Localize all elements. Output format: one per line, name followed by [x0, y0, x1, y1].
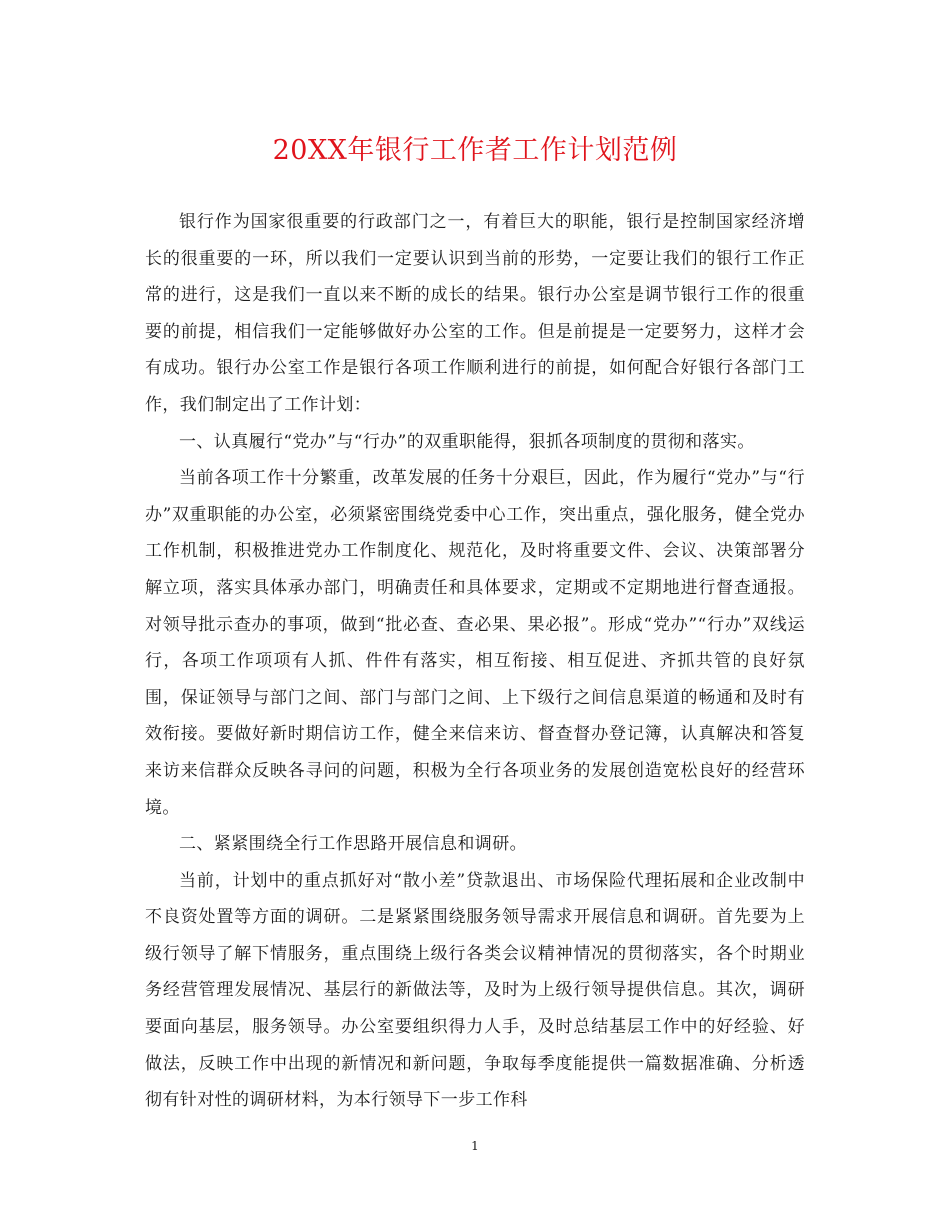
- paragraph-heading-2: 二、紧紧围绕全行工作思路开展信息和调研。: [179, 834, 527, 855]
- paragraph-section-1: 当前各项工作十分繁重，改革发展的任务十分艰巨，因此，作为履行“党办”与“行办”双重职能的办公室，必须紧密围绕党委中心工作，突出重点，强化服务，健全党办工作机制，积极推进党办工作制度化、规范化，及时将重要文件、会议、决策部署分解立项，落实具体承办部门，明确责任和具体要求，定期或不定期地进行督查通报。对领导批示查办的事项，做到“批必查、查必果、果必报”。形成“党办”“行办”双线运行，各项工作项项有人抓、件件有落实，相互衔接、相互促进、齐抓共管的良好氛围，保证领导与部门之间、部门与部门之间、上下级行之间信息渠道的畅通和及时有效衔接。要做好新时期信访工作，健全来信来访、督查督办登记簿，认真解决和答复来访来信群众反映各寻问的问题，积极为全行各项业务的发展创造宽松良好的经营环境。: [145, 468, 805, 818]
- document-body: [145, 204, 805, 1119]
- page-number: 1: [471, 1139, 479, 1153]
- paragraph-section-2: 当前，计划中的重点抓好对“散小差”贷款退出、市场保险代理拓展和企业改制中不良资处置等方面的调研。二是紧紧围绕服务领导需求开展信息和调研。首先要为上级行领导了解下情服务，重点围绕上级行各类会议精神情况的贯彻落实，各个时期业务经营管理发展情况、基层行的新做法等，及时为上级行领导提供信息。其次，调研要面向基层，服务领导。办公室要组织得力人手，及时总结基层工作中的好经验、好做法，反映工作中出现的新情况和新问题，争取每季度能提供一篇数据准确、分析透彻有针对性的调研材料，为本行领导下一步工作科: [145, 870, 805, 1111]
- document-title: 20XX年银行工作者工作计划范例: [272, 135, 678, 166]
- paragraph-heading-1: 一、认真履行“党办”与“行办”的双重职能得，狠抓各项制度的贯彻和落实。: [179, 431, 755, 452]
- paragraph-intro: 银行作为国家很重要的行政部门之一，有着巨大的职能，银行是控制国家经济增长的很重要的一环，所以我们一定要认识到当前的形势，一定要让我们的银行工作正常的进行，这是我们一直以来不断的成长的结果。银行办公室是调节银行工作的很重要的前提，相信我们一定能够做好办公室的工作。但是前提是一定要努力，这样才会有成功。银行办公室工作是银行各项工作顺利进行的前提，如何配合好银行各部门工作，我们制定出了工作计划：: [145, 212, 805, 415]
